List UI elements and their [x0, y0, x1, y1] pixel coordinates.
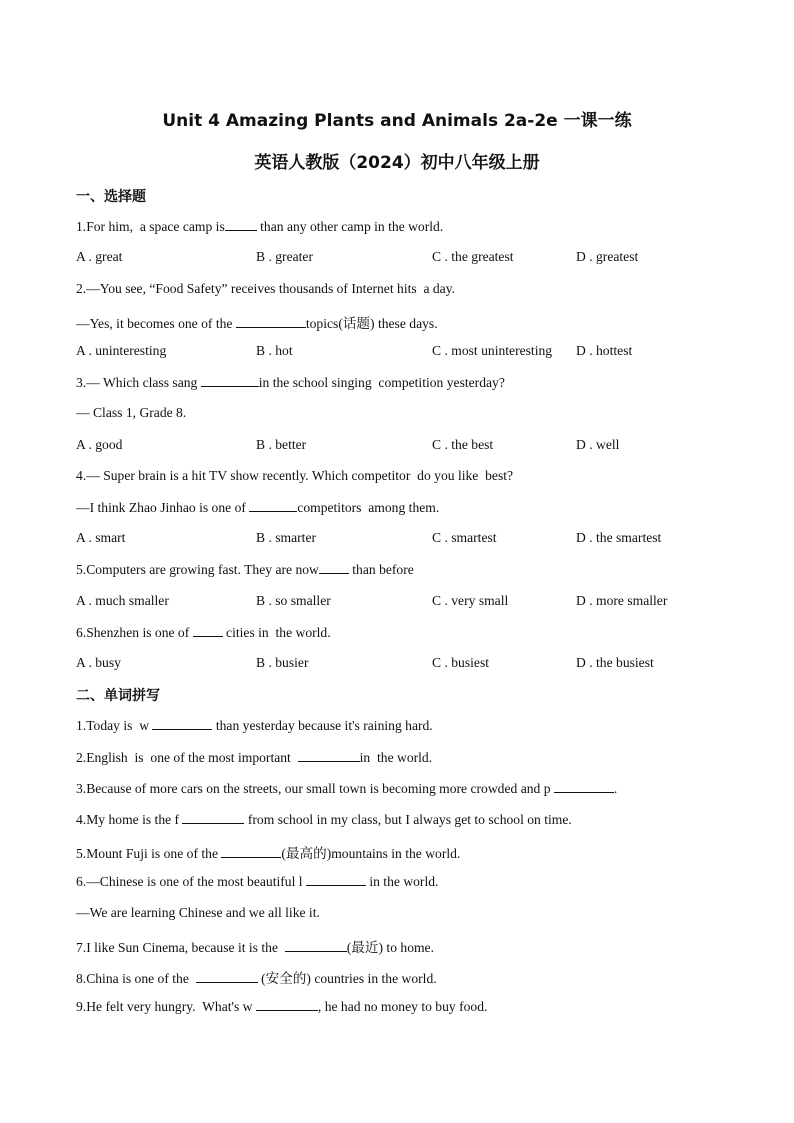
option-a: A . great [76, 249, 123, 264]
option-b: B . smarter [256, 530, 317, 545]
option-c: C . smartest [432, 530, 497, 545]
section-heading-choice: 一、选择题 [76, 189, 146, 205]
option-d: D . hottest [576, 343, 633, 358]
spelling-line: 8.China is one of the (安全的) countries in the world. [76, 971, 437, 986]
question-line: — Class 1, Grade 8. [76, 405, 187, 420]
option-b: B . greater [256, 249, 313, 264]
spelling-line: 7.I like Sun Cinema, because it is the (最近) to home. [76, 940, 434, 955]
option-d: D . greatest [576, 249, 639, 264]
answer-blank [236, 315, 306, 328]
question-line: —I think Zhao Jinhao is one of competitors among them. [76, 500, 440, 515]
option-c: C . busiest [432, 655, 490, 670]
answer-blank [182, 811, 244, 824]
option-c: C . very small [432, 593, 509, 608]
option-d: D . the busiest [576, 655, 654, 670]
document-subtitle: 英语人教版（2024）初中八年级上册 [254, 153, 540, 173]
option-c: C . most uninteresting [432, 343, 553, 358]
option-d: D . more smaller [576, 593, 668, 608]
option-a: A . busy [76, 655, 121, 670]
option-b: B . so smaller [256, 593, 331, 608]
option-b: B . busier [256, 655, 309, 670]
option-c: C . the greatest [432, 249, 514, 264]
answer-blank [201, 374, 259, 387]
answer-blank [225, 218, 257, 231]
spelling-line: 6.—Chinese is one of the most beautiful l in the world. [76, 874, 439, 889]
answer-blank [196, 970, 258, 983]
question-line: 2.—You see, “Food Safety” receives thousands of Internet hits a day. [76, 281, 456, 296]
option-b: B . hot [256, 343, 293, 358]
document-title: Unit 4 Amazing Plants and Animals 2a-2e 一课一练 [162, 111, 632, 131]
question-line: 5.Computers are growing fast. They are now than before [76, 562, 414, 577]
answer-blank [306, 873, 366, 886]
answer-blank [319, 561, 349, 574]
option-a: A . good [76, 437, 123, 452]
spelling-line: 2.English is one of the most important in the world. [76, 750, 433, 765]
answer-blank [298, 749, 360, 762]
spelling-line: —We are learning Chinese and we all like it. [76, 905, 320, 920]
question-line: 4.— Super brain is a hit TV show recently. Which competitor do you like best? [76, 468, 514, 483]
answer-blank [554, 780, 614, 793]
option-a: A . smart [76, 530, 126, 545]
option-b: B . better [256, 437, 307, 452]
spelling-line: 3.Because of more cars on the streets, our small town is becoming more crowded and p . [76, 781, 618, 796]
spelling-line: 1.Today is w than yesterday because it's raining hard. [76, 718, 433, 733]
answer-blank [256, 998, 318, 1011]
option-a: A . much smaller [76, 593, 169, 608]
answer-blank [193, 624, 223, 637]
question-line: —Yes, it becomes one of the topics(话题) these days. [76, 316, 438, 331]
spelling-line: 5.Mount Fuji is one of the (最高的)mountains in the world. [76, 846, 461, 861]
section-heading-spelling: 二、单词拼写 [76, 688, 160, 704]
question-line: 6.Shenzhen is one of cities in the world. [76, 625, 331, 640]
answer-blank [249, 499, 297, 512]
spelling-line: 9.He felt very hungry. What's w , he had no money to buy food. [76, 999, 488, 1014]
question-line: 1.For him, a space camp is than any other camp in the world. [76, 219, 444, 234]
option-c: C . the best [432, 437, 494, 452]
answer-blank [221, 845, 281, 858]
question-line: 3.— Which class sang in the school singing competition yesterday? [76, 375, 505, 390]
option-d: D . the smartest [576, 530, 662, 545]
answer-blank [152, 717, 212, 730]
option-d: D . well [576, 437, 620, 452]
spelling-line: 4.My home is the f from school in my class, but I always get to school on time. [76, 812, 572, 827]
option-a: A . uninteresting [76, 343, 167, 358]
answer-blank [285, 939, 347, 952]
